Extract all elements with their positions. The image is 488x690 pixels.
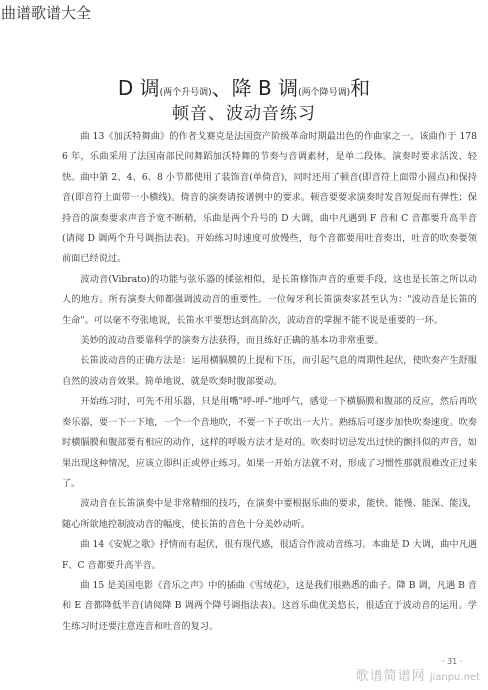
watermark-text: 歌谱简谱网 [355, 669, 426, 684]
watermark [356, 665, 480, 684]
paragraph: 长笛波动音的正确方法是：运用横膈膜的上提和下压，而引起气息的周期性起伏，使吹奏产生舒服自然的波动音效果。简单地说，就是吹奏时腹部要动。 [62, 355, 477, 387]
title-part2: 、降 B 调 [211, 76, 299, 100]
watermark-url: jianpu.net [429, 672, 480, 683]
paragraph: 曲 15 是美国电影《音乐之声》中的插曲《雪绒花》，这是我们很熟悉的曲子。降 B 调，凡遇 B 音和 E 音都降低半音(请阅降 B 调两个降号调指法表)。这首乐曲优美悠长，很适宜于波动音的运用。学生练习时还要注意连音和吐音的复习。 [62, 579, 477, 632]
paragraph: 波动音在长笛演奏中是非常精细的技巧，在演奏中要根据乐曲的要求，能快、能慢、能深、能浅，随心所欲地控制波动音的幅度，使长笛的音色十分美妙动听。 [62, 498, 477, 530]
paragraph: 美妙的波动音要靠科学的演奏方法获得，而且练好正确的基本功非常重要。 [80, 335, 384, 347]
title-part1-note: (两个升号调) [159, 88, 212, 98]
site-label: 曲谱歌谱大全 [1, 4, 92, 22]
page-title [0, 72, 488, 101]
paragraph: 曲 13《加沃特舞曲》的作者戈赛克是法国资产阶级革命时期最出色的作曲家之一。该曲作于 1786 年，乐曲采用了法国南部民间舞蹈加沃特舞的节奏与音调素材，是单二段体。演奏时要求活泼、轻快。曲中第 2、4、6、8 小节都使用了装饰音(单倚音)，同时还用了顿音(即音符上面带小圆点)和保持音(即音符上面带一小横线)。倚音的演奏请按谱例中的要求。顿音要要求演奏时发音短促而有弹性；保持音的演奏要求声音予宽不断稍，乐曲是两个升号的 D 大调，曲中凡遇到 F 音和 C 音都要升高半音(请阅 D 调两个升号调指法表)。开始练习时速度可放慢些，每个音都要用吐音奏出，吐音的吹奏要领前面已经说过。 [62, 131, 477, 265]
title-part1: D 调 [117, 76, 160, 100]
body-text [62, 127, 477, 637]
page-number: · 31 · [442, 657, 463, 666]
title-part3: 和 [350, 76, 371, 100]
paragraph: 波动音(Vibrato)的功能与弦乐器的揉弦相似，是长笛修饰声音的重要手段，这也是长笛之所以动人的地方。所有演奏大师都强调波动音的重要性。一位匈牙利长笛演奏家甚至认为："波动音是长笛的生命"。可以毫不夸张地说，长笛水平要想达到高阶次，波动音的掌握不能不说是重要的一环。 [62, 273, 477, 326]
paragraph: 曲 14《安妮之歌》抒情而有起伏，很有现代感，很适合作波动音练习。本曲是 D 大调，曲中凡遇 F、C 音都要升高半音。 [62, 539, 477, 571]
page-subtitle: 顿音、波动音练习 [172, 104, 316, 124]
paragraph: 开始练习时，可先不用乐器，只是用嘴"呼-呼-"地呼气，感觉一下横膈膜和腹部的反应，然后再吹奏乐器，要一下一下地，一个一个音地吹，不要一下子吹出一大片。熟练后可逐步加快吹奏速度。吹奏时横膈膜和腹部要有相应的动作，这样的呼吸方法才是对的。吹奏时切忌发出过快的颤抖似的声音，如果出现这种情况，应该立即纠正或停止练习。如果一开始方法就不对，形成了习惯性那就很难改正过来了。 [62, 396, 477, 489]
title-part2-note: (两个降号调) [298, 88, 351, 98]
